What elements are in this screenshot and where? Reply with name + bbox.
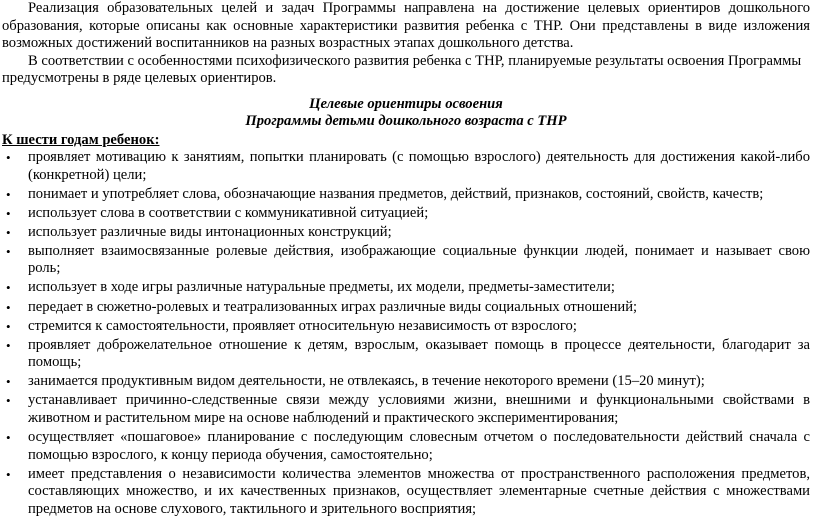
bullet-icon: • — [6, 243, 11, 259]
bullet-icon: • — [6, 280, 11, 296]
intro-paragraph-1: Реализация образовательных целей и задач Программы направлена на достижение целевых ориентиров дошкольного образования, которые описаны как основные характеристики развития ребенка с ТНР. Они представлены в виде изложения возможных достижений воспитанников на разных возрастных этапах дошкольного детства. — [2, 0, 810, 51]
section-title: К шести годам ребенок: — [2, 131, 160, 148]
list-item — [2, 224, 810, 242]
bullet-icon: • — [6, 205, 11, 221]
list-item — [2, 337, 810, 372]
list-item — [2, 299, 810, 317]
list-item — [2, 392, 810, 427]
intro-paragraph-2: В соответствии с особенностями психофизического развития ребенка с ТНР, планируемые результаты освоения Программы предусмотрены в ряде целевых ориентиров. — [2, 52, 802, 86]
target-list — [2, 149, 810, 518]
list-item-text: имеет представления о независимости количества элементов множества от пространственного расположения предметов, составляющих множество, и их качественных признаков, осуществляет элементарные счетные действия с множествами предметов на основе слухового, тактильного и зрительного восприятия; — [28, 465, 810, 517]
bullet-icon: • — [6, 299, 11, 315]
list-item-text: использует различные виды интонационных конструкций; — [28, 223, 392, 240]
bullet-icon: • — [6, 466, 11, 482]
list-item — [2, 429, 810, 464]
list-item — [2, 205, 810, 223]
list-item — [2, 466, 810, 518]
list-item-text: проявляет мотивацию к занятиям, попытки планировать (с помощью взрослого) деятельность для достижения какой-либо (конкретной) цели; — [28, 149, 810, 183]
bullet-icon: • — [6, 430, 11, 446]
list-item-text: использует в ходе игры различные натуральные предметы, их модели, предметы-заместители; — [28, 279, 615, 296]
targets-heading-line-1: Целевые ориентиры освоения — [309, 95, 503, 112]
targets-heading — [2, 96, 810, 131]
list-item-text: устанавливает причинно-следственные связи между условиями жизни, внешними и функциональными свойствами в животном и растительном мире на основе наблюдений и практического экспериментирования; — [28, 392, 810, 426]
bullet-icon: • — [6, 224, 11, 240]
targets-heading-line-2: Программы детьми дошкольного возраста с ТНР — [245, 113, 567, 129]
list-item — [2, 186, 810, 204]
list-item-text: осуществляет «пошаговое» планирование с последующим словесным отчетом о последовательности действий сначала с помощью взрослого, к концу периода обучения, самостоятельно; — [28, 429, 810, 463]
list-item — [2, 373, 810, 391]
list-item-text: передает в сюжетно-ролевых и театрализованных играх различные виды социальных отношений; — [28, 298, 638, 315]
bullet-icon: • — [6, 186, 11, 202]
list-item — [2, 149, 810, 184]
list-item-text: занимается продуктивным видом деятельности, не отвлекаясь, в течение некоторого времени (15–20 минут); — [28, 373, 705, 390]
bullet-icon: • — [6, 150, 11, 165]
list-item — [2, 279, 810, 297]
bullet-icon: • — [6, 318, 11, 334]
bullet-icon: • — [6, 337, 11, 353]
bullet-icon: • — [6, 374, 11, 390]
bullet-icon: • — [6, 393, 11, 409]
list-item — [2, 318, 810, 336]
list-item-text: понимает и употребляет слова, обозначающие названия предметов, действий, признаков, состояний, свойств, качеств; — [28, 185, 764, 202]
list-item-text: проявляет доброжелательное отношение к детям, взрослым, оказывает помощь в процессе деятельности, благодарит за помощь; — [28, 336, 810, 371]
list-item-text: использует слова в соответствии с коммуникативной ситуацией; — [28, 204, 429, 221]
list-item-text: выполняет взаимосвязанные ролевые действия, изображающие социальные функции людей, понимает и называет свою роль; — [28, 242, 810, 277]
list-item — [2, 243, 810, 278]
list-item-text: стремится к самостоятельности, проявляет относительную независимость от взрослого; — [28, 317, 577, 334]
